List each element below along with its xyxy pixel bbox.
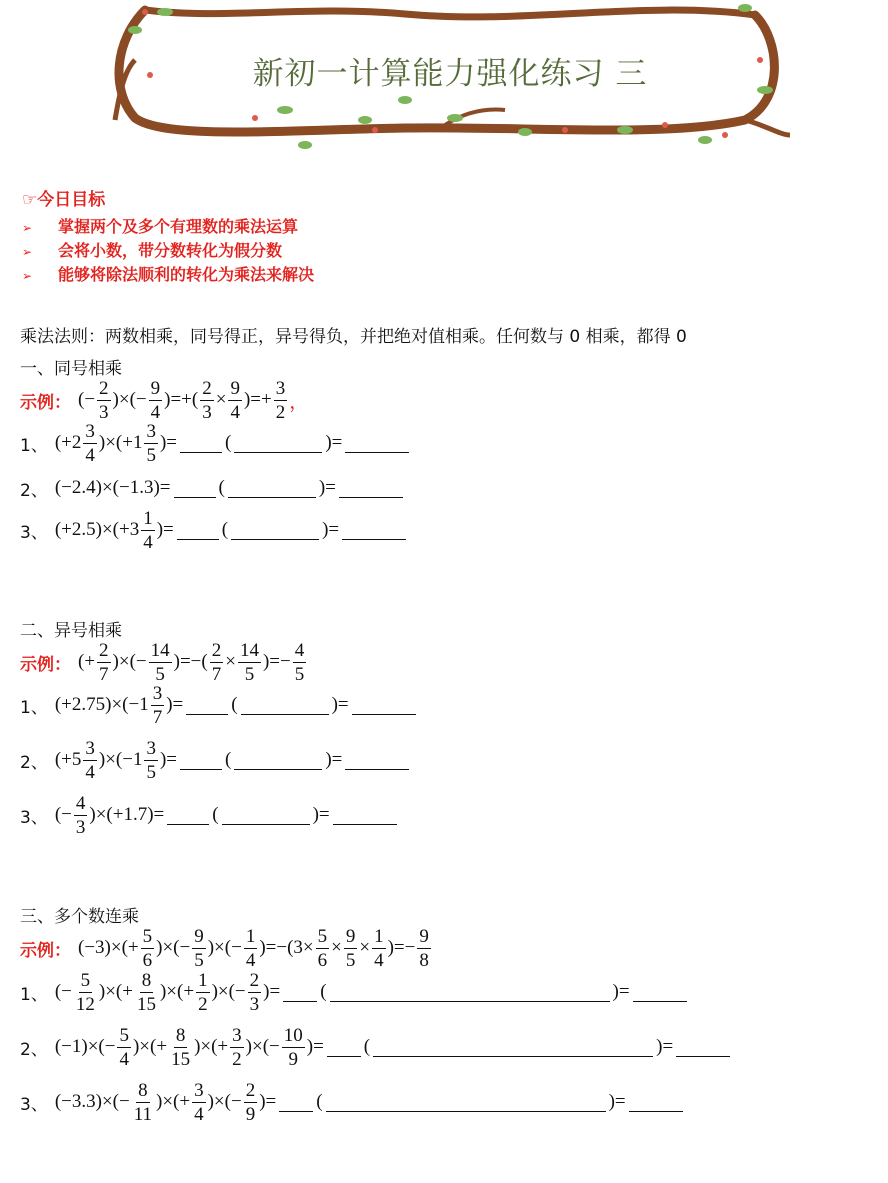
numerator: 3 bbox=[85, 420, 95, 442]
problem-number: 1、 bbox=[20, 984, 48, 1005]
denominator: 2 bbox=[198, 993, 208, 1015]
problem-expression bbox=[54, 1081, 685, 1124]
fraction bbox=[141, 927, 155, 970]
open-paren: ( bbox=[225, 749, 232, 770]
math-text: )×(+1.7)= bbox=[89, 804, 165, 825]
denominator: 6 bbox=[317, 949, 328, 971]
goal-item bbox=[22, 262, 314, 285]
math-text: )= bbox=[259, 1091, 277, 1112]
numerator: 14 bbox=[239, 639, 259, 661]
example-row bbox=[20, 925, 432, 971]
math-text: )×(−1 bbox=[98, 749, 143, 770]
fraction bbox=[97, 379, 111, 422]
section-heading: 二、异号相乘 bbox=[20, 621, 122, 641]
problem-row bbox=[20, 507, 408, 553]
fraction bbox=[149, 641, 172, 684]
denominator: 3 bbox=[99, 401, 109, 423]
answer-blank-work[interactable] bbox=[330, 983, 610, 1002]
denominator: 7 bbox=[211, 663, 222, 685]
problem-expression bbox=[54, 422, 412, 465]
math-text: )=−(3× bbox=[259, 937, 314, 958]
numerator: 3 bbox=[275, 377, 286, 399]
close-equals: )= bbox=[331, 694, 349, 715]
numerator: 3 bbox=[146, 737, 156, 759]
math-text: )=+( bbox=[164, 389, 199, 410]
answer-blank-sign[interactable] bbox=[180, 434, 222, 453]
denominator: 8 bbox=[419, 949, 429, 971]
math-text: (+2.5)×(+3 bbox=[54, 519, 140, 540]
fraction bbox=[196, 971, 210, 1014]
math-text: )= bbox=[159, 432, 178, 453]
problem-expression bbox=[54, 971, 689, 1014]
denominator: 4 bbox=[85, 761, 95, 783]
denominator: 4 bbox=[150, 401, 161, 423]
problem-number: 1、 bbox=[20, 697, 48, 718]
open-paren: ( bbox=[212, 804, 219, 825]
fraction bbox=[135, 971, 158, 1014]
numerator: 5 bbox=[317, 925, 328, 947]
answer-blank-sign[interactable] bbox=[279, 1093, 313, 1112]
problem-row bbox=[20, 969, 689, 1015]
section-heading: 三、多个数连乘 bbox=[20, 907, 139, 927]
fraction bbox=[192, 927, 206, 970]
answer-blank-work[interactable] bbox=[326, 1093, 606, 1112]
problem-expression bbox=[54, 739, 412, 782]
math-text: (+5 bbox=[54, 749, 82, 770]
numerator: 1 bbox=[143, 507, 153, 529]
math-text: ， bbox=[289, 391, 309, 413]
answer-blank-result[interactable] bbox=[333, 806, 397, 825]
problem-expression bbox=[54, 684, 418, 727]
denominator: 11 bbox=[133, 1103, 153, 1125]
numerator: 3 bbox=[194, 1079, 204, 1101]
fraction bbox=[282, 1026, 305, 1069]
numerator: 1 bbox=[198, 969, 208, 991]
numerator: 5 bbox=[142, 925, 153, 947]
math-text: )×(− bbox=[211, 981, 246, 1002]
numerator: 2 bbox=[249, 969, 260, 991]
math-text: (+2.75)×(−1 bbox=[54, 694, 149, 715]
math-text: )×(− bbox=[245, 1036, 280, 1057]
example-row bbox=[20, 377, 309, 423]
fraction bbox=[316, 927, 330, 970]
answer-blank-work[interactable] bbox=[234, 751, 322, 770]
answer-blank-sign[interactable] bbox=[177, 521, 219, 540]
fraction bbox=[117, 1026, 131, 1069]
denominator: 4 bbox=[85, 444, 95, 466]
math-text: )×(+ bbox=[159, 981, 195, 1002]
problem-number: 2、 bbox=[20, 752, 48, 773]
arrow-bullet-icon: ➢ bbox=[22, 221, 33, 235]
denominator: 5 bbox=[155, 663, 165, 685]
numerator: 10 bbox=[283, 1024, 303, 1046]
math-text: (+ bbox=[78, 651, 96, 672]
answer-blank-work[interactable] bbox=[373, 1038, 653, 1057]
math-text: (−3)×(+ bbox=[78, 937, 139, 958]
fraction bbox=[293, 641, 307, 684]
open-paren: ( bbox=[218, 477, 225, 498]
problem-row bbox=[20, 1079, 685, 1125]
math-text: )=− bbox=[262, 651, 291, 672]
fraction bbox=[344, 927, 358, 970]
denominator: 5 bbox=[294, 663, 305, 685]
numerator: 5 bbox=[80, 969, 91, 991]
fraction bbox=[244, 927, 258, 970]
numerator: 2 bbox=[245, 1079, 256, 1101]
math-text: )= bbox=[166, 694, 184, 715]
goal-item-text: 掌握两个及多个有理数的乘法运算 bbox=[58, 217, 299, 236]
numerator: 8 bbox=[138, 1079, 148, 1101]
fraction bbox=[144, 422, 158, 465]
fraction bbox=[200, 379, 214, 422]
answer-blank-work[interactable] bbox=[241, 696, 329, 715]
problem-row bbox=[20, 420, 411, 466]
page-title: 新初一计算能力强化练习 三 bbox=[252, 56, 648, 92]
close-equals: )= bbox=[608, 1091, 626, 1112]
goal-item bbox=[22, 238, 282, 261]
example-expression bbox=[77, 641, 307, 684]
math-text: × bbox=[331, 937, 342, 958]
numerator: 8 bbox=[175, 1024, 186, 1046]
answer-blank-result[interactable] bbox=[629, 1093, 683, 1112]
math-text: )= bbox=[159, 749, 178, 770]
denominator: 2 bbox=[232, 1048, 242, 1070]
answer-blank-work[interactable] bbox=[222, 806, 310, 825]
denominator: 3 bbox=[202, 401, 212, 423]
answer-blank-result[interactable] bbox=[342, 521, 406, 540]
close-equals: )= bbox=[318, 477, 336, 498]
denominator: 9 bbox=[288, 1048, 298, 1070]
problem-number: 3、 bbox=[20, 807, 48, 828]
answer-blank-sign[interactable] bbox=[167, 806, 209, 825]
numerator: 4 bbox=[75, 792, 86, 814]
arrow-bullet-icon: ➢ bbox=[22, 269, 33, 283]
problem-row bbox=[20, 792, 399, 838]
denominator: 4 bbox=[230, 401, 240, 423]
close-equals: )= bbox=[322, 519, 340, 540]
example-expression bbox=[77, 927, 432, 970]
denominator: 4 bbox=[245, 949, 256, 971]
arrow-bullet-icon: ➢ bbox=[22, 245, 33, 259]
fraction bbox=[151, 684, 165, 727]
denominator: 4 bbox=[143, 531, 153, 553]
title-banner bbox=[105, 0, 795, 160]
math-text: )= bbox=[306, 1036, 324, 1057]
math-text: )×(− bbox=[207, 1091, 242, 1112]
fraction bbox=[228, 379, 242, 422]
numerator: 5 bbox=[119, 1024, 129, 1046]
problem-number: 3、 bbox=[20, 522, 48, 543]
answer-blank-result[interactable] bbox=[676, 1038, 730, 1057]
goal-item-text: 会将小数，带分数转化为假分数 bbox=[58, 241, 283, 260]
goal-item-text: 能够将除法顺利的转化为乘法来解决 bbox=[58, 265, 315, 284]
numerator: 9 bbox=[230, 377, 240, 399]
answer-blank-sign[interactable] bbox=[327, 1038, 361, 1057]
fraction bbox=[372, 927, 386, 970]
math-text: (−1)×(− bbox=[54, 1036, 116, 1057]
answer-blank-sign[interactable] bbox=[180, 751, 222, 770]
denominator: 7 bbox=[152, 706, 163, 728]
problem-row bbox=[20, 1024, 732, 1070]
fraction bbox=[97, 641, 111, 684]
answer-blank-result[interactable] bbox=[345, 751, 409, 770]
denominator: 5 bbox=[146, 444, 156, 466]
answer-blank-result[interactable] bbox=[339, 479, 403, 498]
fraction bbox=[132, 1081, 154, 1124]
fraction bbox=[192, 1081, 206, 1124]
numerator: 14 bbox=[150, 639, 170, 661]
close-equals: )= bbox=[312, 804, 330, 825]
numerator: 3 bbox=[152, 682, 163, 704]
open-paren: ( bbox=[363, 1036, 371, 1057]
answer-blank-work[interactable] bbox=[231, 521, 319, 540]
math-text: )=−( bbox=[173, 651, 208, 672]
fraction bbox=[74, 971, 97, 1014]
fraction bbox=[248, 971, 262, 1014]
fraction bbox=[230, 1026, 244, 1069]
answer-blank-work[interactable] bbox=[228, 479, 316, 498]
denominator: 4 bbox=[119, 1048, 129, 1070]
answer-blank-work[interactable] bbox=[234, 434, 322, 453]
example-label: 示例： bbox=[20, 940, 71, 961]
denominator: 12 bbox=[75, 993, 95, 1015]
math-text: )= bbox=[156, 519, 174, 540]
numerator: 2 bbox=[211, 639, 222, 661]
close-equals: )= bbox=[612, 981, 630, 1002]
math-text: (− bbox=[54, 804, 72, 825]
numerator: 9 bbox=[150, 377, 161, 399]
numerator: 4 bbox=[294, 639, 305, 661]
numerator: 9 bbox=[194, 925, 204, 947]
problem-expression bbox=[54, 794, 399, 837]
problem-expression bbox=[54, 509, 408, 552]
math-text: )×(− bbox=[207, 937, 242, 958]
math-text: )×(+1 bbox=[98, 432, 143, 453]
denominator: 5 bbox=[194, 949, 204, 971]
numerator: 3 bbox=[146, 420, 156, 442]
denominator: 3 bbox=[75, 816, 86, 838]
fraction bbox=[417, 927, 431, 970]
math-text: (−2.4)×(−1.3)= bbox=[54, 477, 171, 498]
fraction bbox=[83, 422, 97, 465]
math-text: × bbox=[225, 651, 236, 672]
problem-number: 1、 bbox=[20, 435, 48, 456]
math-text: × bbox=[359, 937, 371, 958]
math-text: )×(− bbox=[112, 651, 147, 672]
problem-expression bbox=[54, 1026, 732, 1069]
numerator: 9 bbox=[419, 925, 429, 947]
math-text: )×(− bbox=[156, 937, 191, 958]
math-text: )×(+ bbox=[98, 981, 133, 1002]
answer-blank-result[interactable] bbox=[633, 983, 687, 1002]
denominator: 5 bbox=[244, 663, 255, 685]
close-equals: )= bbox=[656, 1036, 674, 1057]
fraction bbox=[210, 641, 224, 684]
goal-item bbox=[22, 214, 298, 237]
open-paren: ( bbox=[316, 1091, 323, 1112]
section-heading: 一、同号相乘 bbox=[20, 359, 122, 379]
fraction bbox=[244, 1081, 258, 1124]
math-text: (−3.3)×(− bbox=[54, 1091, 130, 1112]
denominator: 4 bbox=[374, 949, 384, 971]
open-paren: ( bbox=[320, 981, 327, 1002]
answer-blank-sign[interactable] bbox=[174, 479, 216, 498]
denominator: 15 bbox=[136, 993, 156, 1015]
numerator: 3 bbox=[232, 1024, 242, 1046]
denominator: 5 bbox=[345, 949, 356, 971]
math-text: (+2 bbox=[54, 432, 82, 453]
answer-blank-result[interactable] bbox=[352, 696, 416, 715]
problem-row bbox=[20, 682, 418, 728]
math-text: )×(− bbox=[112, 389, 147, 410]
denominator: 9 bbox=[245, 1103, 256, 1125]
problem-expression bbox=[54, 477, 405, 499]
numerator: 3 bbox=[85, 737, 95, 759]
math-text: (− bbox=[78, 389, 96, 410]
fraction bbox=[238, 641, 261, 684]
math-text: )×(+ bbox=[194, 1036, 229, 1057]
answer-blank-result[interactable] bbox=[345, 434, 409, 453]
example-row bbox=[20, 639, 307, 685]
math-text: )= bbox=[263, 981, 281, 1002]
numerator: 1 bbox=[245, 925, 256, 947]
fraction bbox=[141, 509, 155, 552]
denominator: 5 bbox=[146, 761, 156, 783]
numerator: 9 bbox=[345, 925, 356, 947]
fraction bbox=[169, 1026, 192, 1069]
problem-number: 3、 bbox=[20, 1094, 48, 1115]
close-equals: )= bbox=[325, 749, 343, 770]
math-text: )×(+ bbox=[132, 1036, 168, 1057]
math-text: )=− bbox=[387, 937, 416, 958]
open-paren: ( bbox=[225, 432, 232, 453]
open-paren: ( bbox=[231, 694, 238, 715]
fraction bbox=[149, 379, 163, 422]
problem-row bbox=[20, 737, 411, 783]
fraction bbox=[74, 794, 88, 837]
fraction bbox=[83, 739, 97, 782]
example-label: 示例： bbox=[20, 654, 71, 675]
math-text: × bbox=[215, 389, 227, 410]
denominator: 2 bbox=[275, 401, 286, 423]
denominator: 6 bbox=[142, 949, 153, 971]
numerator: 2 bbox=[99, 377, 109, 399]
example-label: 示例： bbox=[20, 392, 71, 413]
example-expression bbox=[77, 379, 309, 422]
numerator: 8 bbox=[141, 969, 152, 991]
math-text: )×(+ bbox=[156, 1091, 191, 1112]
denominator: 4 bbox=[194, 1103, 204, 1125]
problem-number: 2、 bbox=[20, 480, 48, 501]
math-text: (− bbox=[54, 981, 72, 1002]
answer-blank-sign[interactable] bbox=[186, 696, 228, 715]
problem-number: 2、 bbox=[20, 1039, 48, 1060]
denominator: 3 bbox=[249, 993, 260, 1015]
numerator: 1 bbox=[374, 925, 384, 947]
numerator: 2 bbox=[99, 639, 109, 661]
goals-heading: ☞今日目标 bbox=[22, 190, 106, 210]
multiplication-rule: 乘法法则：两数相乘，同号得正，异号得负，并把绝对值相乘。任何数与 0 相乘，都得 0 bbox=[20, 327, 687, 347]
fraction bbox=[144, 739, 158, 782]
close-equals: )= bbox=[325, 432, 343, 453]
math-text: )=+ bbox=[243, 389, 272, 410]
numerator: 2 bbox=[202, 377, 212, 399]
open-paren: ( bbox=[221, 519, 229, 540]
denominator: 7 bbox=[99, 663, 109, 685]
denominator: 15 bbox=[171, 1048, 191, 1070]
answer-blank-sign[interactable] bbox=[283, 983, 317, 1002]
problem-row bbox=[20, 468, 405, 508]
fraction bbox=[274, 379, 288, 422]
